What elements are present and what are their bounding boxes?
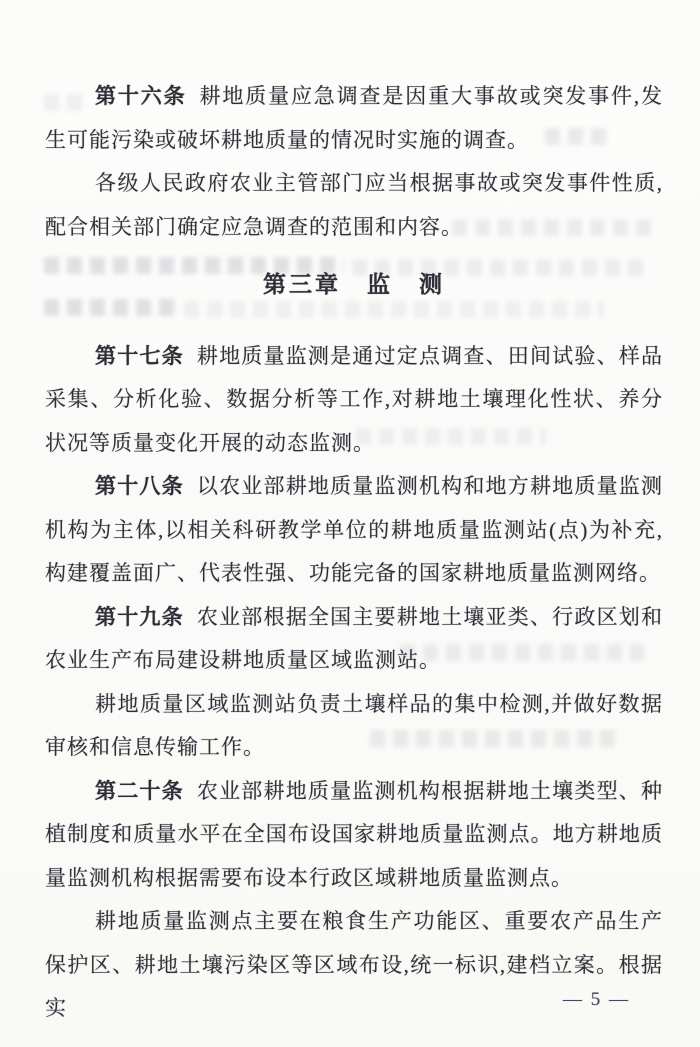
article-16-paragraph-2 <box>45 162 663 249</box>
article-20-number: 第二十条 <box>95 778 184 803</box>
article-20-2-text: 耕地质量监测点主要在粮食生产功能区、重要农产品生产保护区、耕地土壤污染区等区域布设,统一标识,建档立案。根据实 <box>45 909 663 1020</box>
article-20-text: 农业部耕地质量监测机构根据耕地土壤类型、种植制度和质量水平在全国布设国家耕地质量监测点。地方耕地质量监测机构根据需要布设本行政区域耕地质量监测点。 <box>45 778 664 890</box>
article-18-text: 以农业部耕地质量监测机构和地方耕地质量监测机构为主体,以相关科研教学单位的耕地质量监测站(点)为补充,构建覆盖面广、代表性强、功能完备的国家耕地质量监测网络。 <box>45 474 664 585</box>
article-16-paragraph <box>45 75 663 162</box>
article-20-paragraph <box>45 770 663 901</box>
page-number: — 5 — <box>563 989 630 1010</box>
article-18-paragraph <box>45 465 663 596</box>
article-16-text: 耕地质量应急调查是因重大事故或突发事件,发生可能污染或破坏耕地质量的情况时实施的调查。 <box>45 84 664 152</box>
article-17-number: 第十七条 <box>95 343 184 368</box>
article-19-paragraph-2 <box>45 683 663 770</box>
article-18-number: 第十八条 <box>95 474 184 498</box>
article-19-2-text: 耕地质量区域监测站负责土壤样品的集中检测,并做好数据审核和信息传输工作。 <box>45 691 663 759</box>
article-19-paragraph <box>45 596 663 683</box>
article-16-number: 第十六条 <box>95 84 187 108</box>
article-19-text: 农业部根据全国主要耕地土壤亚类、行政区划和农业生产布局建设耕地质量区域监测站。 <box>45 604 664 672</box>
chapter-3-heading: 第三章 监 测 <box>263 272 445 297</box>
article-17-text: 耕地质量监测是通过定点调查、田间试验、样品采集、分析化验、数据分析等工作,对耕地土壤理化性状、养分状况等质量变化开展的动态监测。 <box>45 343 664 455</box>
article-16-2-text: 各级人民政府农业主管部门应当根据事故或突发事件性质,配合相关部门确定应急调查的范围和内容。 <box>45 171 663 239</box>
document-body <box>45 75 663 1031</box>
article-19-number: 第十九条 <box>95 604 184 629</box>
article-17-paragraph <box>45 335 663 466</box>
